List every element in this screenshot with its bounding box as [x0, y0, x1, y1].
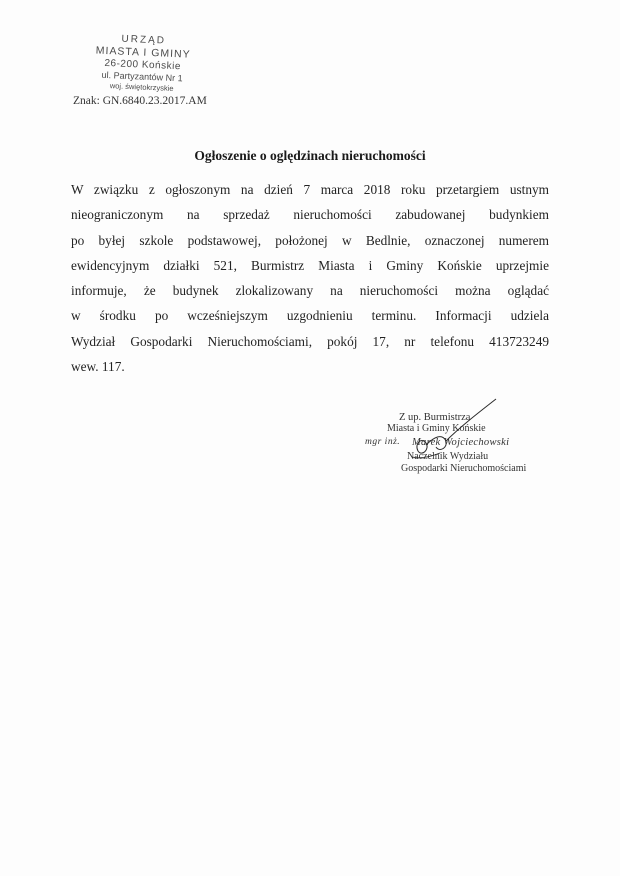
stamp-line-municipality: MIASTA I GMINY	[95, 44, 191, 61]
handwritten-signature-icon	[360, 407, 520, 487]
body-line: nieograniczonym na sprzedaż nieruchomości zabudowanej budynkiem	[71, 207, 549, 223]
signature-municipality-line: Miasta i Gminy Końskie	[387, 423, 486, 434]
signatory-name: Marek Wojciechowski	[412, 437, 510, 448]
signature-stamp	[360, 407, 527, 487]
stamp-line-office: URZĄD	[121, 33, 167, 47]
body-line: W związku z ogłoszonym na dzień 7 marca 2018 roku przetargiem ustnym	[71, 182, 549, 197]
body-line: Wydział Gospodarki Nieruchomościami, pokój 17, nr telefonu 413723249	[71, 333, 549, 349]
body-line: w środku po wcześniejszym uzgodnieniu terminu. Informacji udziela	[71, 308, 549, 324]
body-line: wew. 117.	[71, 359, 125, 375]
document-title: Ogłoszenie o oględzinach nieruchomości	[194, 148, 426, 163]
signatory-role-line-2: Gospodarki Nieruchomościami	[401, 463, 527, 474]
body-line: ewidencyjnym działki 521, Burmistrz Miasta i Gminy Końskie uprzejmie	[71, 257, 549, 273]
body-line: po byłej szkole podstawowej, położonej w Bedlnie, oznaczonej numerem	[71, 232, 549, 248]
office-stamp	[82, 33, 204, 93]
stamp-line-postcode: 26-200 Końskie	[104, 57, 182, 72]
signature-title-prefix: mgr inż.	[365, 437, 401, 447]
stamp-line-voivodeship: woj. świętokrzyskie	[109, 80, 174, 93]
body-line: informuje, że budynek zlokalizowany na nieruchomości można oglądać	[71, 283, 549, 299]
stamp-line-street: ul. Partyzantów Nr 1	[101, 69, 183, 83]
reference-number: Znak: GN.6840.23.2017.AM	[73, 95, 207, 107]
announcement-body	[71, 177, 549, 379]
signatory-role-line-1: Naczelnik Wydziału	[407, 451, 489, 462]
signature-authority-line: Z up. Burmistrza	[399, 412, 471, 423]
